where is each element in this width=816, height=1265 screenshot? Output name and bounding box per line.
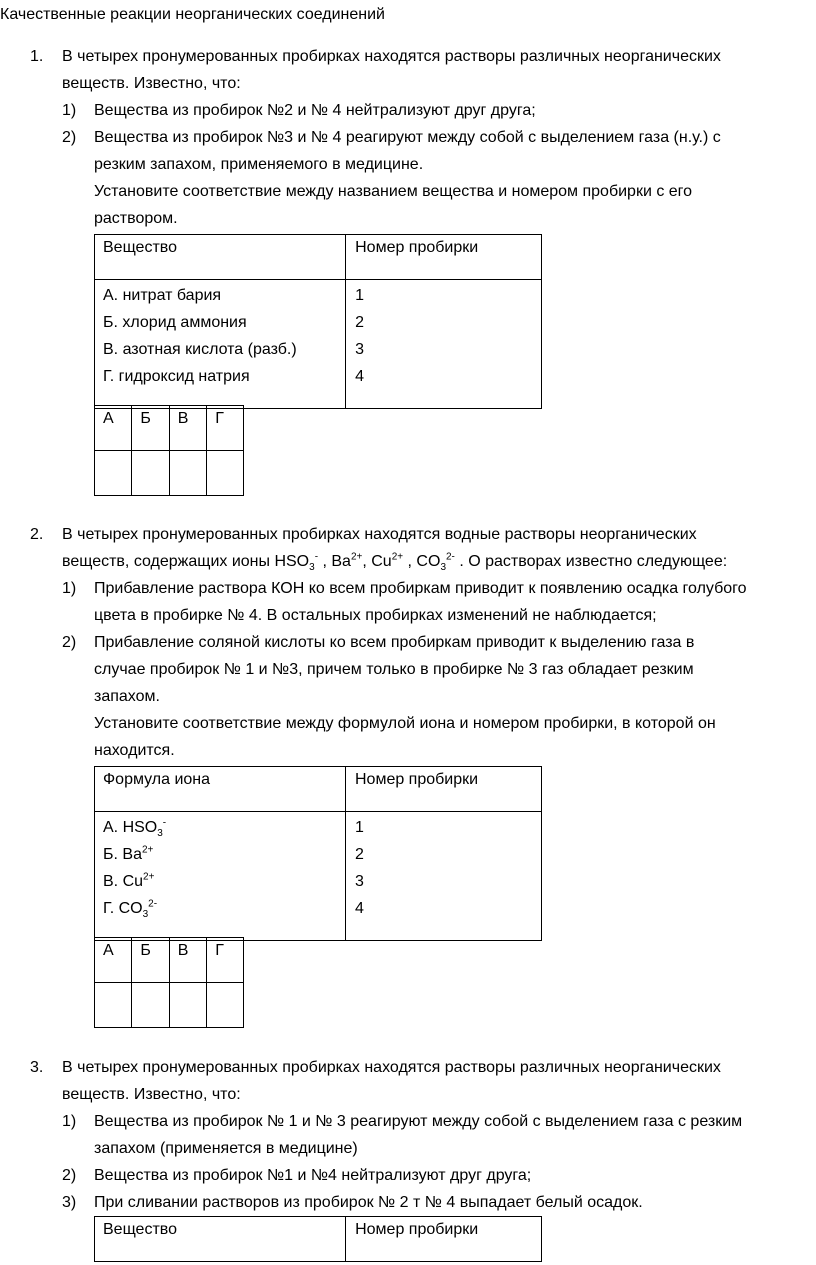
list-item: Г. $CO_3^{2-}$ xyxy=(103,898,158,921)
task-number: 1. xyxy=(30,48,44,65)
condition-line: Вещества из пробирок № 1 и № 3 реагируют между собой с выделением газа с резким xyxy=(94,1113,743,1130)
matching-table xyxy=(94,1216,542,1262)
answer-header-cell: Г xyxy=(207,406,244,451)
answer-header-cell: В xyxy=(169,938,206,983)
condition-number: 1) xyxy=(62,1113,77,1130)
answer-cell[interactable] xyxy=(95,983,132,1028)
answer-table xyxy=(94,937,244,1028)
condition-line: При сливании растворов из пробирок № 2 т № 4 выпадает белый осадок. xyxy=(94,1194,643,1211)
condition-line: Прибавление раствора КОН ко всем пробиркам приводит к появлению осадка голубого xyxy=(94,580,747,597)
task-intro-line: В четырех пронумерованных пробирках находятся растворы различных неорганических xyxy=(62,1059,721,1076)
condition-line: Установите соответствие между названием вещества и номером пробирки с его xyxy=(94,183,693,200)
document-title: Качественные реакции неорганических соединений xyxy=(0,6,385,23)
task-intro-line: В четырех пронумерованных пробирках находятся растворы различных неорганических xyxy=(62,48,721,65)
list-item: 3 xyxy=(355,341,365,358)
list-item: 1 xyxy=(354,819,364,836)
list-item: 2 xyxy=(354,846,364,863)
condition-number: 3) xyxy=(62,1194,77,1211)
list-item: В. $Cu^{2+}$ xyxy=(103,871,155,890)
list-item: Б. хлорид аммония xyxy=(103,314,247,331)
matching-table xyxy=(94,234,542,409)
condition-line: находится. xyxy=(94,742,175,759)
answer-header-cell: Г xyxy=(207,938,244,983)
list-item: 3 xyxy=(354,873,364,890)
task-number: 3. xyxy=(30,1059,44,1076)
answer-header-cell: Б xyxy=(132,938,169,983)
condition-number: 2) xyxy=(62,129,77,146)
task-intro-line: веществ. Известно, что: xyxy=(62,75,241,92)
answer-cell[interactable] xyxy=(207,451,244,496)
condition-line: запахом (применяется в медицине) xyxy=(94,1140,358,1157)
task-intro-line: веществ. Известно, что: xyxy=(62,1086,241,1103)
condition-number: 1) xyxy=(62,580,77,597)
answer-header-cell: А xyxy=(95,938,132,983)
table-header-cell: Номер пробирки xyxy=(346,1217,542,1262)
condition-line: резким запахом, применяемого в медицине. xyxy=(94,156,424,173)
list-item: Г. гидроксид натрия xyxy=(103,368,250,385)
condition-line: цвета в пробирке № 4. В остальных пробирках изменений не наблюдается; xyxy=(94,607,657,624)
list-item: В. азотная кислота (разб.) xyxy=(103,341,297,358)
list-item: 2 xyxy=(355,314,365,331)
answer-header-cell: А xyxy=(95,406,132,451)
answer-cell[interactable] xyxy=(95,451,132,496)
condition-line: запахом. xyxy=(94,688,160,705)
condition-number: 1) xyxy=(62,102,77,119)
table-header-cell: Вещество xyxy=(95,235,346,280)
list-item: 1 xyxy=(355,287,365,304)
answer-header-cell: Б xyxy=(132,406,169,451)
condition-line: Вещества из пробирок №2 и № 4 нейтрализуют друг друга; xyxy=(94,102,536,119)
table-header-cell: Формула иона xyxy=(95,767,346,812)
condition-line: Прибавление соляной кислоты ко всем пробиркам приводит к выделению газа в xyxy=(94,634,695,651)
list-item: А. нитрат бария xyxy=(103,287,222,304)
substance-list-cell xyxy=(95,280,346,409)
task-intro-line: В четырех пронумерованных пробирках находятся водные растворы неорганических xyxy=(62,526,697,543)
table-header-cell: Номер пробирки xyxy=(346,235,542,280)
answer-cell[interactable] xyxy=(207,983,244,1028)
answer-header-cell: В xyxy=(169,406,206,451)
table-header-cell: Номер пробирки xyxy=(345,767,541,812)
answer-table xyxy=(94,405,244,496)
list-item: А. $HSO_3^-$ xyxy=(103,817,167,840)
answer-cell[interactable] xyxy=(132,451,169,496)
condition-number: 2) xyxy=(62,634,77,651)
answer-cell[interactable] xyxy=(132,983,169,1028)
condition-number: 2) xyxy=(62,1167,77,1184)
task-number: 2. xyxy=(30,526,44,543)
tube-list-cell xyxy=(345,812,541,941)
matching-table xyxy=(94,766,542,941)
list-item: 4 xyxy=(354,900,364,917)
task-intro-line: веществ, содержащих ионы $HSO_3^-$ , $Ba^{2+}$, $Cu^{2+}$ , $CO_3^{2-}$ . О растворах известно следующее: xyxy=(62,551,728,574)
condition-line: случае пробирок № 1 и №3, причем только в пробирке № 3 газ обладает резким xyxy=(94,661,694,678)
list-item: 4 xyxy=(355,368,365,385)
condition-line: раствором. xyxy=(94,210,178,227)
answer-cell[interactable] xyxy=(169,983,206,1028)
answer-cell[interactable] xyxy=(169,451,206,496)
tube-list-cell xyxy=(346,280,542,409)
condition-line: Вещества из пробирок №1 и №4 нейтрализуют друг друга; xyxy=(94,1167,532,1184)
table-header-cell: Вещество xyxy=(95,1217,346,1262)
ion-list-cell xyxy=(95,812,346,941)
condition-line: Вещества из пробирок №3 и № 4 реагируют между собой с выделением газа (н.у.) с xyxy=(94,129,721,146)
condition-line: Установите соответствие между формулой иона и номером пробирки, в которой он xyxy=(94,715,716,732)
list-item: Б. $Ba^{2+}$ xyxy=(103,844,154,863)
